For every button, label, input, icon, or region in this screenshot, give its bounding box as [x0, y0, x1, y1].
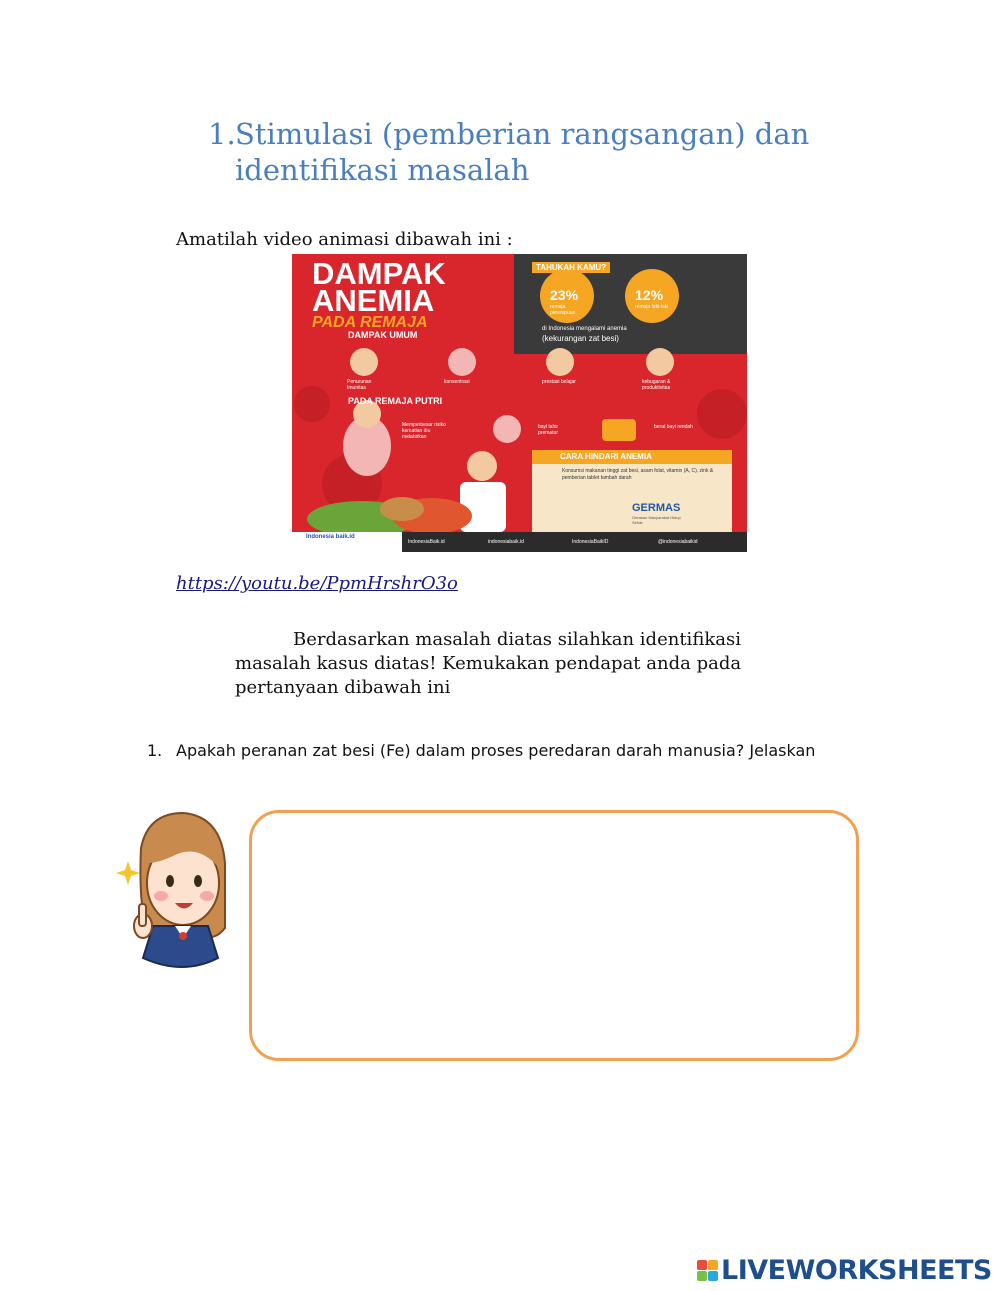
poster-stat2-value: 12%: [635, 287, 664, 303]
poster-umum-item: prestasi belajar: [542, 379, 576, 385]
question-number: 1.: [147, 741, 163, 760]
intro-text: Amatilah video animasi dibawah ini :: [176, 229, 513, 250]
video-link[interactable]: https://youtu.be/PpmHrshrO3o: [176, 573, 458, 594]
poster-subtitle: PADA REMAJA: [312, 314, 428, 331]
poster-remaja-putri: PADA REMAJA PUTRI: [348, 396, 443, 406]
poster-stat-caption2: (kekurangan zat besi): [542, 334, 619, 343]
liveworksheets-logo-text: LIVEWORKSHEETS: [721, 1254, 992, 1286]
poster-footer-item: IndonesiaBaik.id: [408, 539, 445, 545]
poster-putri-item: Memperbesar risiko kematian ibu melahirkan: [402, 422, 446, 440]
poster-umum-item: Penurunan Imunitas: [347, 379, 372, 391]
poster-stat1-label: remaja perempuan: [550, 304, 576, 316]
girl-illustration-art: [113, 808, 233, 973]
poster-brand: Indonesia baik.id: [306, 534, 355, 540]
poster-stat1-value: 23%: [550, 287, 579, 303]
poster-stat-caption1: di Indonesia mengalami anemia: [542, 326, 627, 332]
girl-illustration: [113, 808, 233, 973]
poster-stat2-label: remaja laki-laki: [635, 304, 669, 310]
poster-germas-sub: Gerakan Masyarakat Hidup Sehat: [632, 515, 681, 525]
poster-cara-text: Konsumsi makanan tinggi zat besi, asam folat, vitamin (A, C), zink & pemberian tablet tambah darah: [562, 468, 714, 481]
poster-footer-item: IndonesiaBaikID: [572, 539, 609, 545]
answer-box[interactable]: [249, 810, 859, 1061]
liveworksheets-logo-icon: [697, 1260, 718, 1281]
heading-text: Stimulasi (pemberian rangsangan) dan identifikasi masalah: [235, 117, 810, 187]
poster-title-line1: DAMPAK: [312, 256, 446, 291]
poster-cara-title: CARA HINDARI ANEMIA: [560, 452, 652, 461]
instruction-paragraph: [235, 628, 795, 700]
question-text: Apakah peranan zat besi (Fe) dalam proses peredaran darah manusia? Jelaskan: [176, 741, 816, 760]
poster-putri-item: bayi lahir prematur: [538, 424, 559, 436]
poster-putri-item: berat bayi rendah: [654, 424, 693, 430]
poster-footer-item: indonesiabaik.id: [488, 539, 524, 545]
poster-tahukah: TAHUKAH KAMU?: [532, 262, 610, 273]
poster-germas: GERMAS: [632, 502, 681, 514]
liveworksheets-logo: [697, 1255, 992, 1285]
heading-number: 1.: [208, 117, 236, 151]
poster-title-line2: ANEMIA: [312, 283, 435, 318]
poster-footer-item: @indonesiabaikid: [658, 539, 698, 545]
poster-title: [312, 256, 446, 318]
anemia-poster-image: [292, 254, 747, 552]
poster-dampak-umum: DAMPAK UMUM: [348, 330, 418, 340]
instruction-text: Berdasarkan masalah diatas silahkan identifikasi masalah kasus diatas! Kemukakan pendapat anda pada pertanyaan dibawah ini: [235, 629, 742, 698]
poster-umum-item: kebugaran & produktivitas: [642, 379, 671, 391]
poster-umum-item: konsentrasi: [444, 379, 470, 385]
